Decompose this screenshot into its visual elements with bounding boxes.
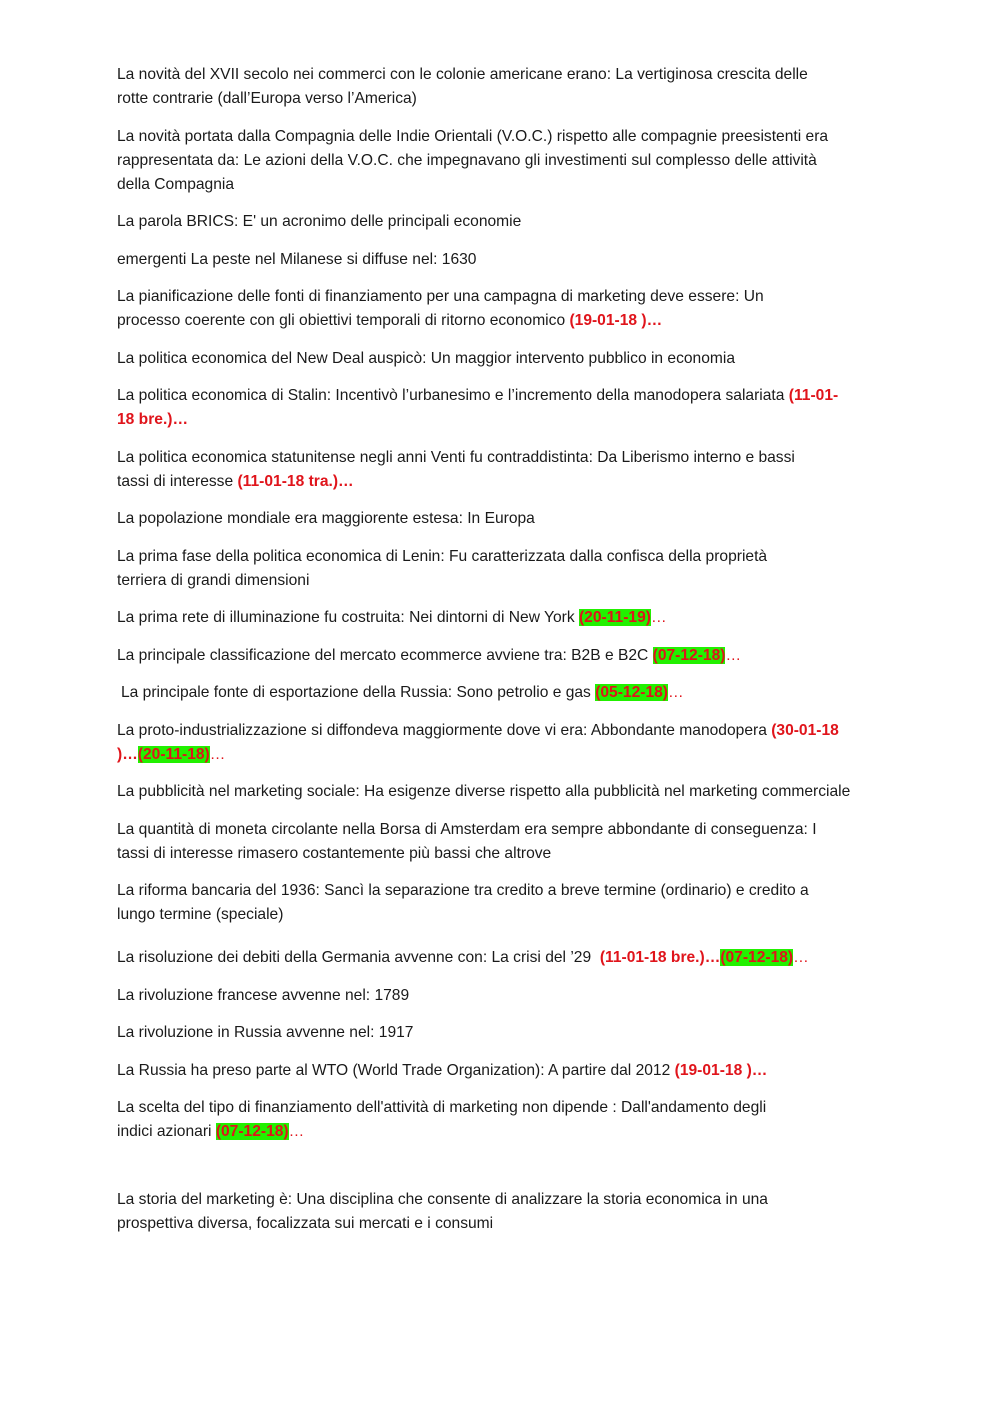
paragraph-rivoluzione-francese bbox=[117, 984, 920, 1008]
text-line: terriera di grandi dimensioni bbox=[117, 571, 310, 589]
date-tag: 18 bre.)… bbox=[117, 411, 189, 428]
text-line: La parola BRICS: E' un acronimo delle principali economie bbox=[117, 213, 522, 230]
text-line: La politica economica del New Deal auspicò: Un maggior intervento pubblico in economia bbox=[117, 349, 736, 367]
text-line: La riforma bancaria del 1936: Sancì la separazione tra credito a breve termine (ordinario) e credito a bbox=[117, 882, 809, 899]
text-line: indici azionari bbox=[117, 1123, 216, 1140]
text-line: La politica economica di Stalin: Incentivò l’urbanesimo e l’incremento della manodopera salariata bbox=[117, 387, 789, 404]
paragraph-rivoluzione-russia bbox=[117, 1021, 920, 1045]
text-line: La politica economica statunitense negli anni Venti fu contraddistinta: Da Liberismo interno e bassi bbox=[117, 448, 795, 466]
text-line: rotte contrarie (dall’Europa verso l’America) bbox=[117, 90, 417, 107]
paragraph-voc bbox=[117, 125, 920, 197]
paragraph-pubblicita bbox=[117, 780, 920, 804]
paragraph-wto bbox=[117, 1059, 920, 1083]
paragraph-amsterdam bbox=[117, 818, 920, 866]
text-line: emergenti La peste nel Milanese si diffuse nel: 1630 bbox=[117, 250, 477, 268]
paragraph-riforma-bancaria bbox=[117, 879, 920, 927]
ellipsis: … bbox=[793, 949, 809, 966]
text-line: La principale fonte di esportazione della Russia: Sono petrolio e gas bbox=[121, 684, 596, 701]
text-line: La prima fase della politica economica di Lenin: Fu caratterizzata dalla confisca della proprietà bbox=[117, 547, 768, 565]
paragraph-russia-export bbox=[117, 681, 920, 705]
text-line: La principale classificazione del mercato ecommerce avviene tra: B2B e B2C bbox=[117, 646, 653, 664]
date-tag: (19-01-18 )… bbox=[674, 1061, 768, 1079]
ellipsis: … bbox=[288, 1123, 305, 1140]
highlighted-date-tag: (07-12-18) bbox=[652, 646, 726, 664]
paragraph-finanziamento-marketing bbox=[117, 1096, 920, 1144]
text-line: La novità del XVII secolo nei commerci con le colonie americane erano: La vertiginosa crescita delle bbox=[117, 66, 808, 83]
text-line: processo coerente con gli obiettivi temporali di ritorno economico bbox=[117, 312, 570, 329]
paragraph-lenin bbox=[117, 545, 920, 593]
text-line: lungo termine (speciale) bbox=[117, 906, 284, 923]
text-line: La novità portata dalla Compagnia delle Indie Orientali (V.O.C.) rispetto alle compagnie preesistenti era bbox=[117, 127, 829, 145]
ellipsis: … bbox=[650, 609, 667, 626]
highlighted-date-tag: (07-12-18) bbox=[720, 949, 794, 966]
text-line: La pianificazione delle fonti di finanziamento per una campagna di marketing deve essere: Un bbox=[117, 288, 764, 305]
text-line: La scelta del tipo di finanziamento dell'attività di marketing non dipende : Dall'andamento degli bbox=[117, 1099, 767, 1116]
paragraph-ecommerce bbox=[117, 644, 920, 668]
date-tag: (30-01-18 bbox=[771, 721, 839, 739]
text-line: tassi di interesse rimasero costantemente più bassi che altrove bbox=[117, 844, 552, 862]
text-line: La storia del marketing è: Una disciplina che consente di analizzare la storia economica in una bbox=[117, 1191, 768, 1208]
date-tag: (11-01- bbox=[788, 387, 839, 404]
ellipsis: … bbox=[668, 684, 684, 701]
text-line: prospettiva diversa, focalizzata sui mercati e i consumi bbox=[117, 1215, 494, 1232]
text-line: La rivoluzione in Russia avvenne nel: 1917 bbox=[117, 1024, 414, 1041]
text-line: tassi di interesse bbox=[117, 472, 238, 490]
text-line: della Compagnia bbox=[117, 175, 235, 193]
date-tag: (11-01-18 bre.)… bbox=[599, 949, 721, 966]
highlighted-date-tag: (20-11-18) bbox=[137, 745, 210, 763]
text-line: La rivoluzione francese avvenne nel: 1789 bbox=[117, 986, 410, 1004]
text-line: La Russia ha preso parte al WTO (World Trade Organization): A partire dal 2012 bbox=[117, 1061, 675, 1079]
paragraph-storia-marketing bbox=[117, 1188, 920, 1236]
highlighted-date-tag: (05-12-18) bbox=[595, 684, 668, 701]
paragraph-proto-industrializzazione bbox=[117, 719, 920, 767]
text-line: La proto-industrializzazione si diffondeva maggiormente dove vi era: Abbondante manodopera bbox=[117, 721, 772, 739]
paragraph-usa-anni-venti bbox=[117, 446, 920, 494]
paragraph-peste bbox=[117, 248, 920, 272]
text-line: La prima rete di illuminazione fu costruita: Nei dintorni di New York bbox=[117, 609, 579, 626]
date-tag: (19-01-18 )… bbox=[569, 312, 663, 329]
highlighted-date-tag: (20-11-19) bbox=[578, 609, 651, 626]
highlighted-date-tag: (07-12-18) bbox=[215, 1123, 289, 1140]
paragraph-illuminazione bbox=[117, 606, 920, 630]
ellipsis: … bbox=[725, 646, 742, 664]
text-line: La quantità di moneta circolante nella Borsa di Amsterdam era sempre abbondante di conseguenza: I bbox=[117, 820, 817, 838]
paragraph-germania bbox=[117, 946, 920, 970]
text-line: La popolazione mondiale era maggiorente estesa: In Europa bbox=[117, 510, 535, 527]
date-tag: (11-01-18 tra.)… bbox=[237, 472, 354, 490]
paragraph-brics bbox=[117, 210, 920, 234]
text-line: La pubblicità nel marketing sociale: Ha esigenze diverse rispetto alla pubblicità nel marketing commerciale bbox=[117, 783, 851, 800]
paragraph-stalin bbox=[117, 384, 920, 432]
paragraph-popolazione bbox=[117, 507, 920, 531]
paragraph-pianificazione bbox=[117, 285, 920, 333]
text-line: rappresentata da: Le azioni della V.O.C. che impegnavano gli investimenti sul complesso delle attività bbox=[117, 151, 817, 169]
date-tag: )… bbox=[117, 745, 138, 763]
paragraph-new-deal bbox=[117, 347, 920, 371]
text-line: La risoluzione dei debiti della Germania avvenne con: La crisi del ’29 bbox=[117, 949, 600, 966]
ellipsis: … bbox=[209, 745, 226, 763]
paragraph-xvii-secolo bbox=[117, 63, 920, 111]
